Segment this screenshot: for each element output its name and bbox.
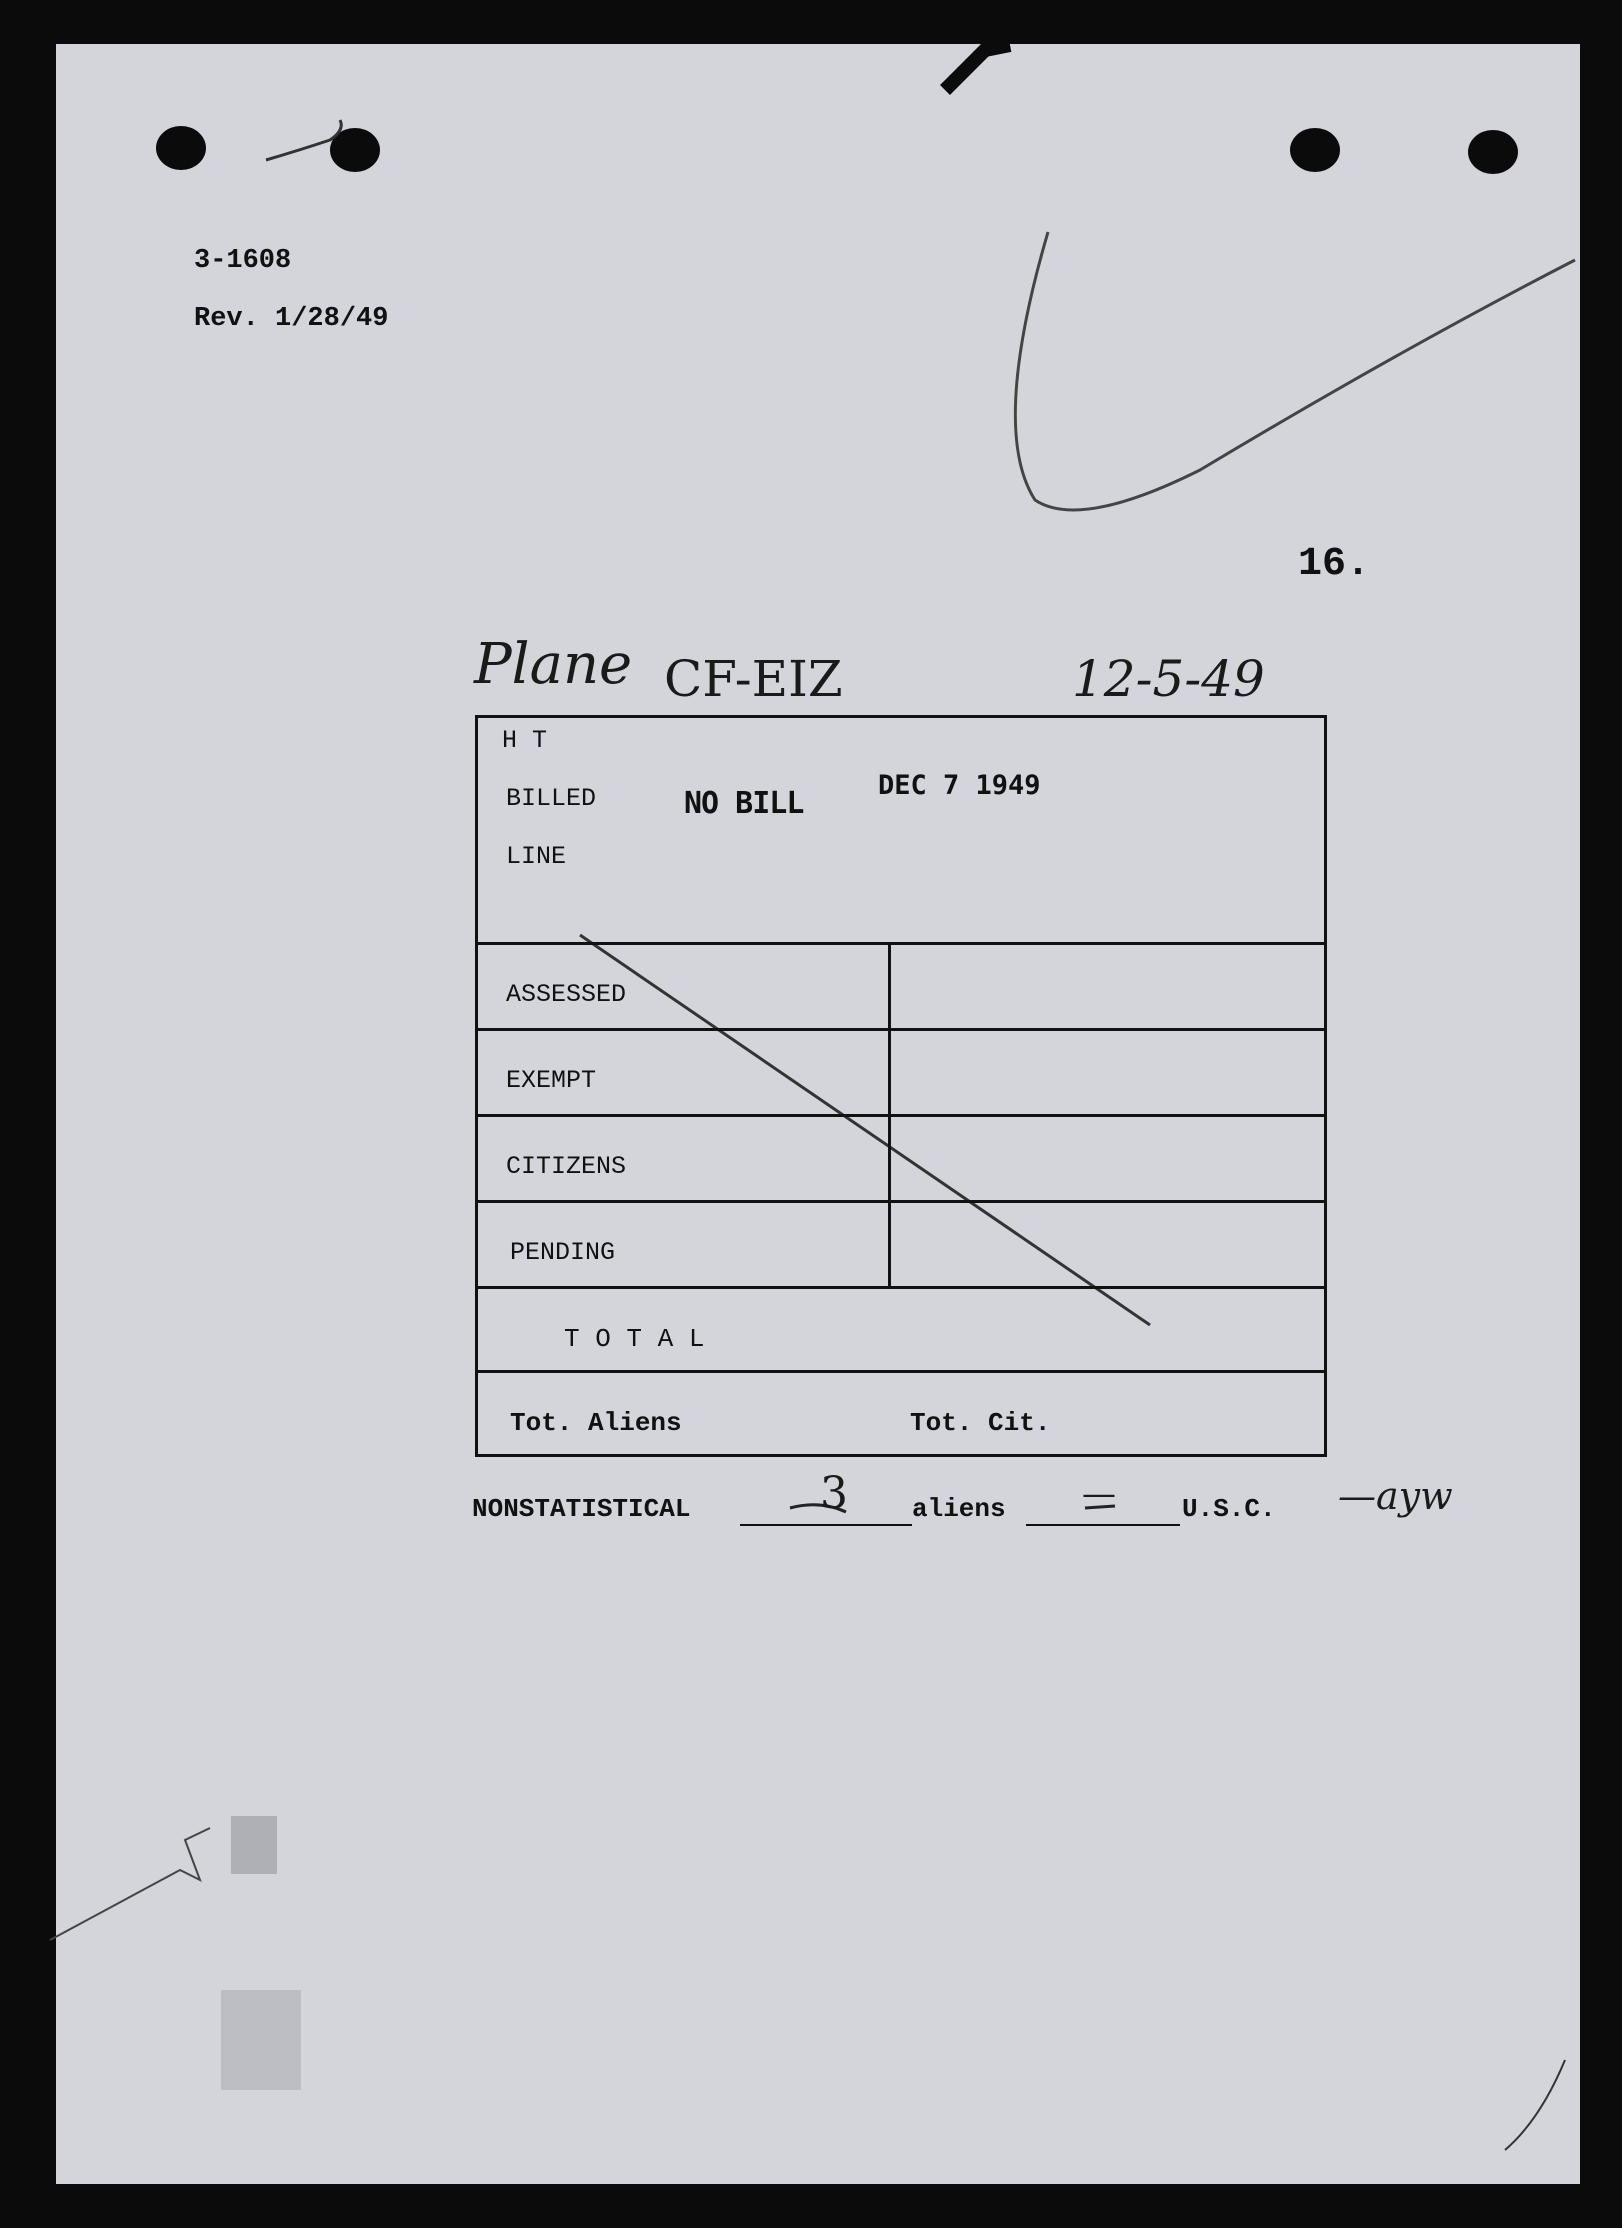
rule (475, 1286, 1327, 1289)
handwritten-initials: —ayw (1338, 1474, 1453, 1518)
aliens-label: aliens (912, 1494, 1006, 1524)
rule (475, 1028, 1327, 1031)
form-number: 3-1608 (194, 246, 292, 276)
tot-aliens-label: Tot. Aliens (510, 1408, 682, 1438)
handwritten-usc-count: — (1082, 1474, 1116, 1514)
nonstatistical-label: NONSTATISTICAL (472, 1494, 691, 1524)
form-revision: Rev. 1/28/49 (194, 304, 389, 334)
column-divider (888, 942, 891, 1288)
no-bill-stamp: NO BILL (684, 786, 804, 821)
row-label-exempt: EXEMPT (506, 1066, 597, 1095)
rule (475, 1370, 1327, 1373)
row-label-assessed: ASSESSED (506, 980, 627, 1009)
page-number: 16. (1298, 542, 1371, 587)
date-stamp: DEC 7 1949 (878, 770, 1041, 801)
usc-blank-line (1026, 1524, 1180, 1526)
line-label: LINE (506, 842, 567, 871)
usc-label: U.S.C. (1182, 1494, 1276, 1524)
ht-label: H T (502, 726, 548, 755)
handwritten-aliens-count: 3 (820, 1468, 848, 1519)
rule (475, 1114, 1327, 1117)
row-label-citizens: CITIZENS (506, 1152, 627, 1181)
rule (475, 1200, 1327, 1203)
tot-cit-label: Tot. Cit. (910, 1408, 1051, 1438)
row-label-pending: PENDING (510, 1238, 616, 1267)
billed-label: BILLED (506, 784, 597, 813)
total-label: T O T A L (564, 1324, 705, 1354)
rule (475, 942, 1327, 945)
aliens-blank-line (740, 1524, 912, 1526)
handwritten-vessel-id: CF-EIZ (664, 650, 843, 708)
handwritten-vessel-label: Plane (474, 632, 633, 697)
handwritten-date: 12-5-49 (1072, 650, 1265, 708)
